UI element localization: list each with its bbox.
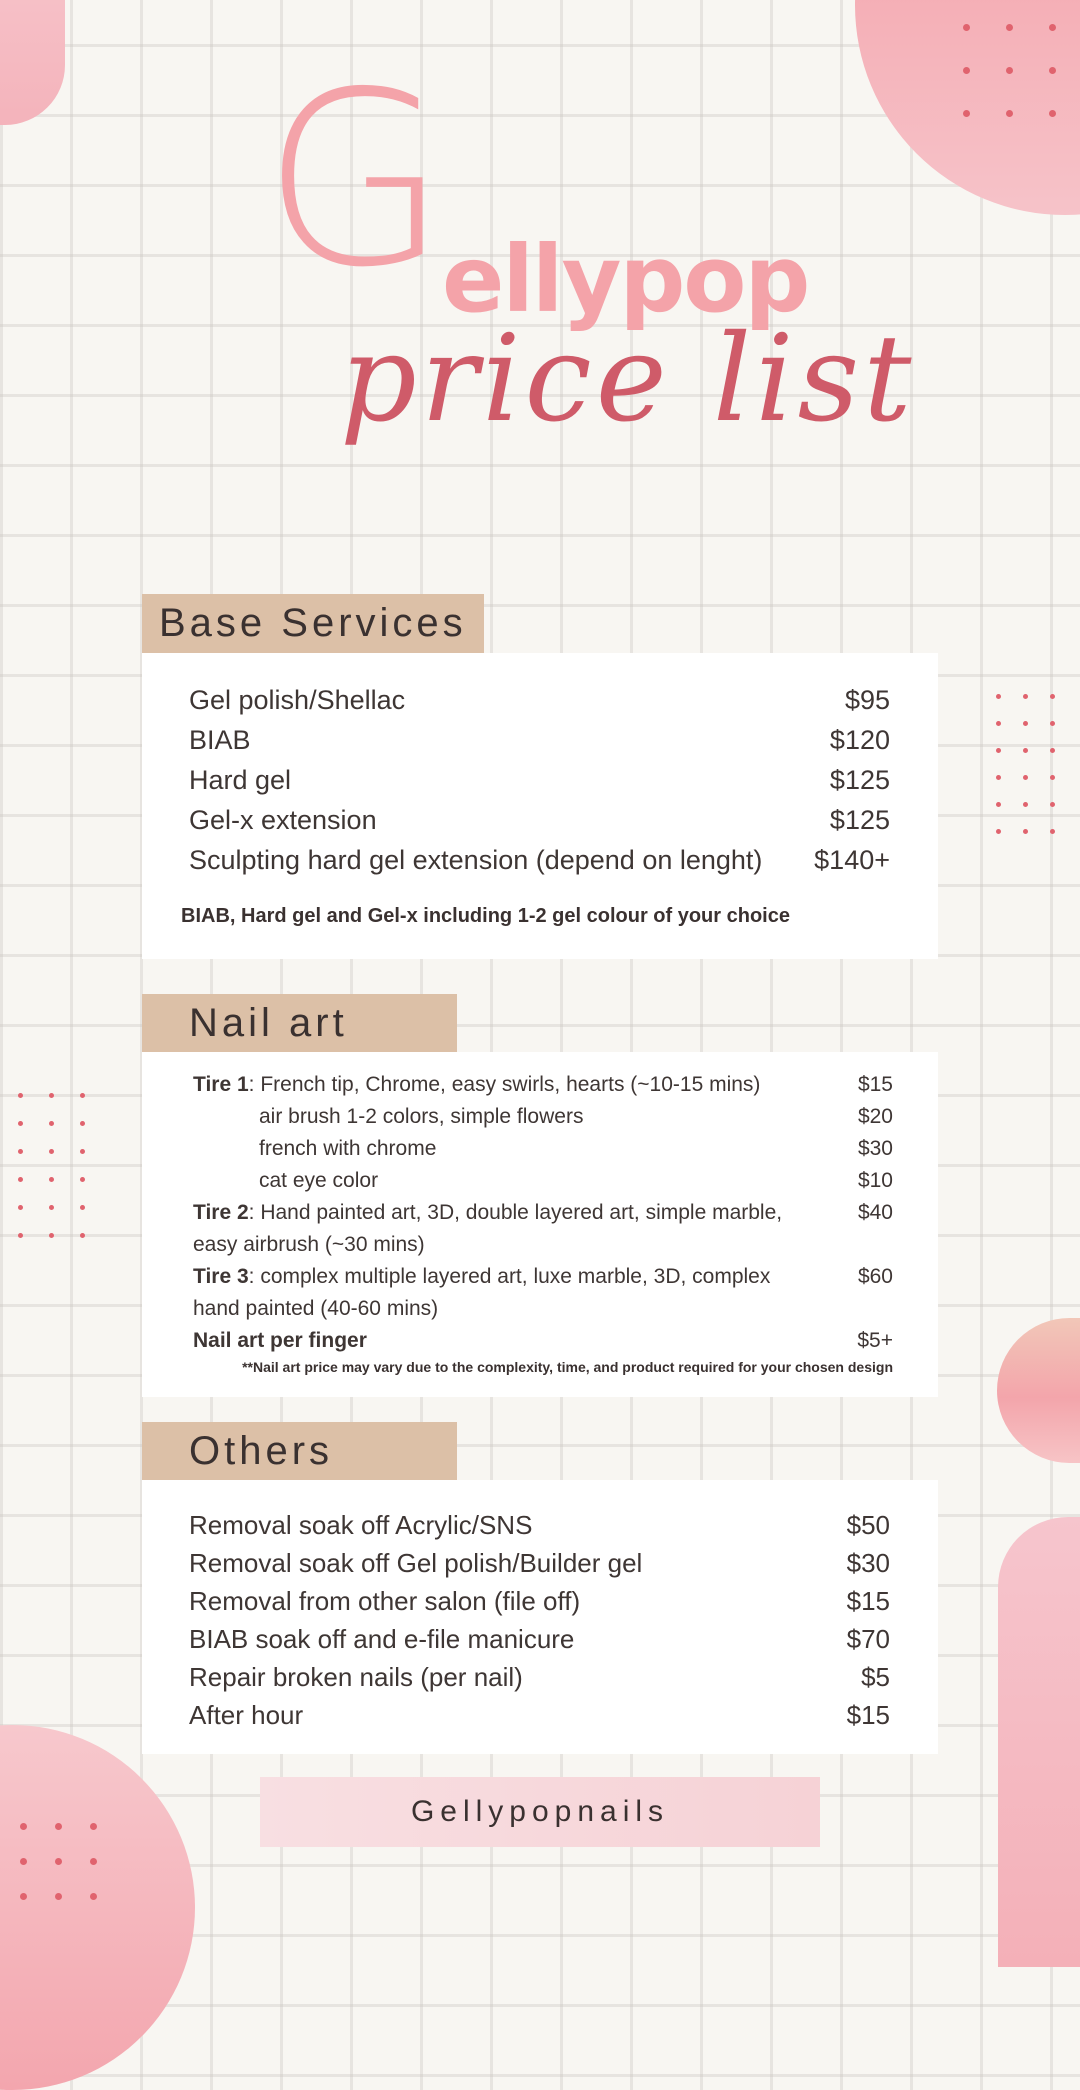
brand-initial: G xyxy=(262,40,442,320)
list-item-continuation: hand painted (40-60 mins) xyxy=(193,1297,439,1320)
list-item: BIAB soak off and e-file manicure $70 xyxy=(189,1624,890,1654)
dot-grid-top-right xyxy=(963,24,1056,117)
right-pill-decoration xyxy=(998,1517,1080,1967)
list-item: Sculpting hard gel extension (depend on lenght) $140+ xyxy=(189,845,890,875)
list-item: Tire 3: complex multiple layered art, luxe marble, 3D, complex $60 xyxy=(193,1265,893,1288)
nail-art-heading: Nail art xyxy=(142,994,457,1052)
list-item: Gel polish/Shellac $95 xyxy=(189,685,890,715)
tier-name: Tire 3 xyxy=(193,1265,249,1288)
list-item: french with chrome $30 xyxy=(259,1137,893,1160)
brand-name: ellypop xyxy=(442,226,809,333)
list-item: Removal from other salon (file off) $15 xyxy=(189,1586,890,1616)
list-item: Tire 2: Hand painted art, 3D, double layered art, simple marble, $40 xyxy=(193,1201,893,1224)
list-item: Removal soak off Acrylic/SNS $50 xyxy=(189,1510,890,1540)
list-item: air brush 1-2 colors, simple flowers $20 xyxy=(259,1105,893,1128)
list-item: Repair broken nails (per nail) $5 xyxy=(189,1662,890,1692)
list-item: Gel-x extension $125 xyxy=(189,805,890,835)
tier-name: Tire 2 xyxy=(193,1201,249,1224)
list-item: Tire 1: French tip, Chrome, easy swirls, hearts (~10-15 mins) $15 xyxy=(193,1073,893,1096)
list-item: Removal soak off Gel polish/Builder gel $30 xyxy=(189,1548,890,1578)
dot-grid-bottom-left xyxy=(20,1823,97,1900)
list-item: After hour $15 xyxy=(189,1700,890,1730)
page-subtitle: price list xyxy=(340,310,916,449)
base-services-note: BIAB, Hard gel and Gel-x including 1-2 gel colour of your choice xyxy=(181,905,790,927)
dot-grid-right xyxy=(996,694,1055,834)
top-left-decoration xyxy=(0,0,65,125)
list-item: BIAB $120 xyxy=(189,725,890,755)
list-item: cat eye color $10 xyxy=(259,1169,893,1192)
tier-name: Tire 1 xyxy=(193,1073,249,1096)
list-item: Hard gel $125 xyxy=(189,765,890,795)
nail-art-note: **Nail art price may vary due to the complexity, time, and product required for your chosen design xyxy=(242,1359,893,1375)
list-item-continuation: easy airbrush (~30 mins) xyxy=(193,1233,425,1256)
others-heading: Others xyxy=(142,1422,457,1480)
dot-grid-left xyxy=(18,1093,85,1238)
bottom-left-circle-decoration xyxy=(0,1725,195,2090)
list-item: Nail art per finger $5+ xyxy=(193,1329,893,1352)
right-half-circle-decoration xyxy=(997,1318,1080,1463)
base-services-heading: Base Services xyxy=(142,594,484,653)
footer-handle: Gellypopnails xyxy=(260,1777,820,1847)
